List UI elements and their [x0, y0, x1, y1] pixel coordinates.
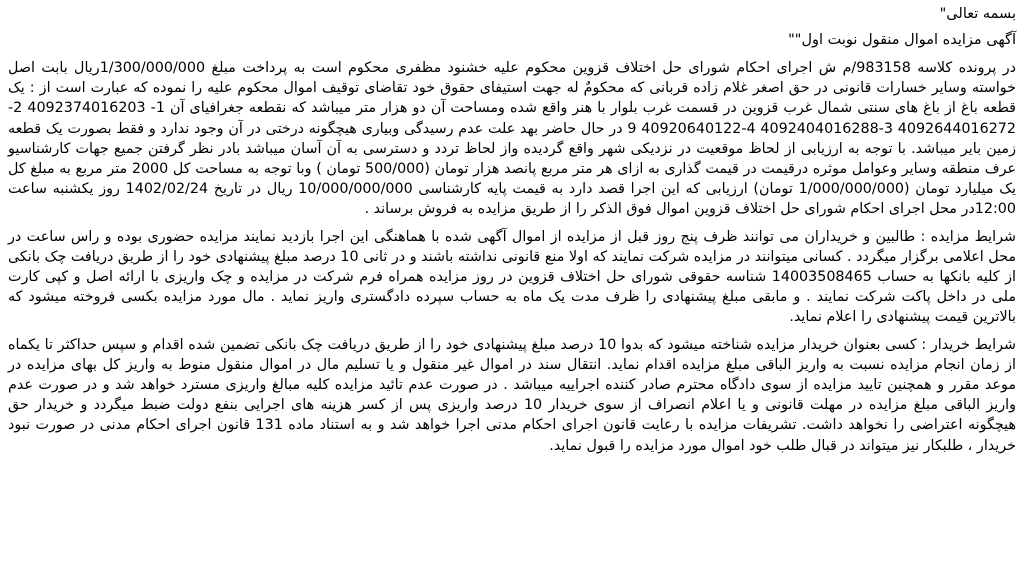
buyer-conditions-paragraph: شرایط خریدار : کسی بعنوان خریدار مزایده شناخته میشود که بدوا 10 درصد مبلغ پیشنهادی خود را از طریق دریافت چک بانکی تضمین شده اقدام و سپس حداکثر تا یکماه از زمان انجام مزایده نسبت به واریز الباقی مبلغ مزایده اقدام نماید. انتقال سند در اموال غیر منقول و یا تسلیم مال در اموال منقول منوط به واریز کل بهای مزایده در موعد مقرر و همچنین تایید مزایده از سوی دادگاه محترم صادر کننده اجراییه میباشد . در صورت عدم تائید مزایده کلیه مبالغ واریزی مسترد خواهد شد و در صورت عدم واریز الباقی مبلغ مزایده در مهلت قانونی و یا اعلام انصراف از سوی خریدار 10 درصد واریزی پس از کسر هزینه های اجرایی بنفع دولت ضبط میگردد و خریدار حق هیچگونه اعتراضی را نخواهد داشت. تشریفات مزایده با رعایت قانون اجرای احکام مدنی اجرا خواهد شد و به استناد ماده 131 قانون اجرای احکام مدنی در صورت نبود خریدار ، طلبکار نیز میتواند در قبال طلب خود اموال مورد مزایده را قبول نماید.	[8, 336, 1016, 454]
auction-conditions-paragraph: شرایط مزایده : طالبین و خریداران می توانند ظرف پنج روز قبل از مزایده از اموال آگهی شده با هماهنگی این اجرا بازدید نمایند مزایده حضوری بوده و راس ساعت در محل اعلامی برگزار میگردد . کسانی میتوانند در مزایده شرکت نمایند که اولا منع قانونی نداشته باشند و در ثانی 10 درصد مبلغ پیشنهادی خود را از طریق دریافت چک بانکی از کلیه بانکها به حساب 14003508465 شناسه حقوقی شورای حل اختلاف قزوین در روز مزایده همراه فرم شرکت در مزایده و چک واریزی با ارائه اصل و کپی کارت ملی در داخل پاکت شرکت نمایند . و مابقی مبلغ پیشنهادی را ظرف مدت یک ماه به حساب سپرده دادگستری واریز نماید . مال مورد مزایده بکسی فروخته میشود که بالاترین قیمت پیشنهادی را اعلام نماید.	[8, 228, 1016, 326]
basmala-heading: بسمه تعالی"	[939, 6, 1016, 22]
case-details-paragraph: در پرونده کلاسه 983158/م ش اجرای احکام شورای حل اختلاف قزوین محکوم علیه خشنود مظفری محکوم است به پرداخت مبلغ 1/300/000/000ریال بابت اصل خواسته وسایر خسارات قانونی در حق اصغر غلام زاده قربانی که محکومٌ له جهت استیفای حقوق خود تقاضای توقیف اموال محکوم علیه را نموده که عبارت است از : یک قطعه باغ از باغ های سنتی شمال غرب قزوین در قسمت غرب بلوار با هنر واقع شده ومساحت آن دو هزار متر میباشد که نقطعه جغرافیای آن 1- 4092374016203 2-4092644016272 3-4092404016288 4-40920640122 9 در حال حاضر بهد علت عدم رسیدگی وبیاری هیچگونه درختی در آن وجود ندارد و فقط بصورت یک قطعه زمین بایر میباشد. با توجه به ارزیابی از لحاظ موقعیت در نزدیکی شهر واقع گردیده واز لحاظ تردد و دسترسی به آن آسان میباشد بادر نظر گرفتن جمیع جهات کارشناسیو عرف منطقه وسایر وعوامل موثره درقیمت در قیمت گذاری به ازای هر متر مربع پانصد هزار تومان (500/000 تومان ) وبا توجه به مساحت کل 2000 متر مربع به مبلغ کل یک میلیارد تومان (1/000/000/000 تومان) ارزیابی که این اجرا قصد دارد به قیمت پایه کارشناسی 10/000/000/000 ریال در تاریخ 1402/02/24 روز یکشنبه ساعت 12:00در محل اجرای احکام شورای حل اختلاف قزوین اموال فوق الذکر را از طریق مزایده به فروش برساند .	[8, 60, 1017, 218]
announcement-title: آگهی مزایده اموال منقول نوبت اول""	[788, 32, 1016, 48]
